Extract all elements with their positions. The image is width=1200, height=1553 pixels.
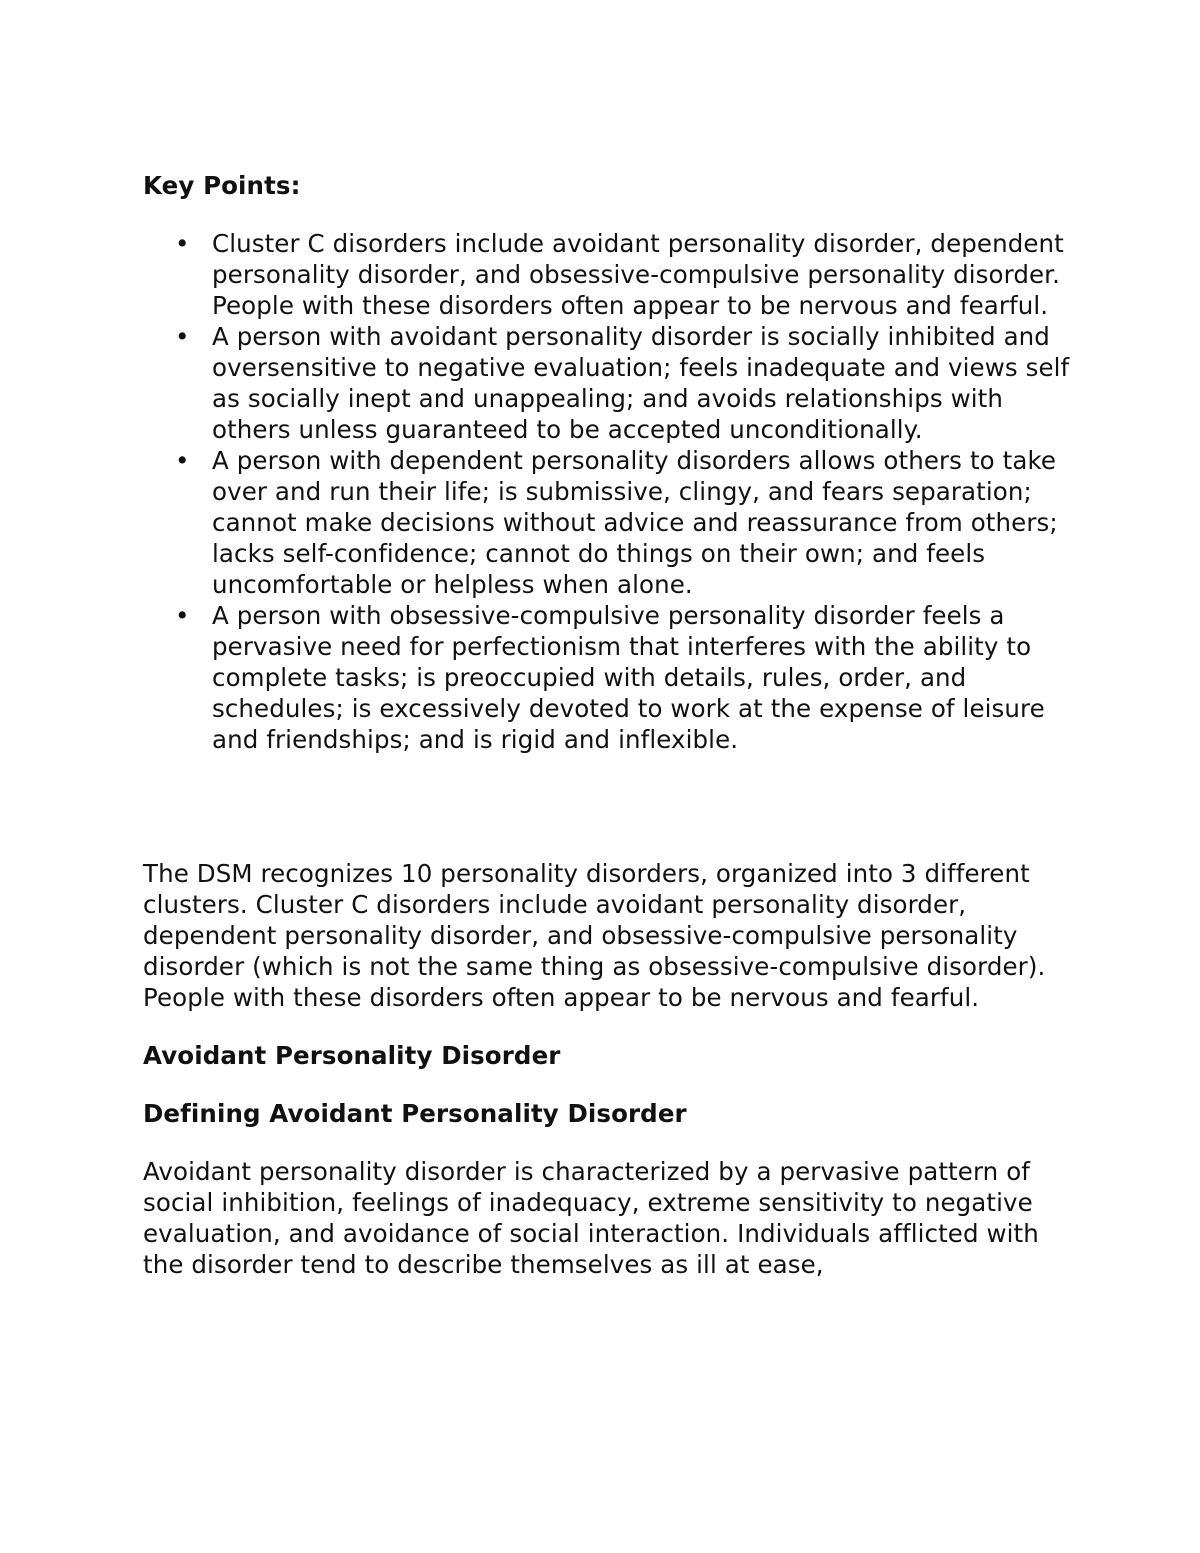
list-item: [143, 321, 1073, 445]
intro-paragraph: The DSM recognizes 10 personality disorders, organized into 3 different clusters. Cluster C disorders include avoidant personality disorder, dependent personality disorder, and obsessive-compulsive personality disorder (which is not the same thing as obsessive-compulsive disorder). People with these disorders often appear to be nervous and fearful.: [143, 859, 1046, 1012]
section-heading: Avoidant Personality Disorder: [143, 1041, 561, 1070]
key-points-heading: Key Points:: [143, 171, 301, 200]
bullet-icon: •: [175, 446, 190, 475]
section-subheading: Defining Avoidant Personality Disorder: [143, 1099, 687, 1128]
list-item: [143, 600, 1073, 755]
list-item-text: A person with obsessive-compulsive personality disorder feels a pervasive need for perfectionism that interferes with the ability to complete tasks; is preoccupied with details, rules, order, and schedules; is excessively devoted to work at the expense of leisure and friendships; and is rigid and inflexible.: [212, 601, 1045, 754]
list-item: [143, 445, 1073, 600]
document-page: [143, 170, 1073, 1280]
bullet-icon: •: [175, 322, 190, 351]
list-item-text: A person with avoidant personality disorder is socially inhibited and oversensitive to negative evaluation; feels inadequate and views self as socially inept and unappealing; and avoids relationships with others unless guaranteed to be accepted unconditionally.: [212, 322, 1070, 444]
definition-paragraph: Avoidant personality disorder is characterized by a pervasive pattern of social inhibition, feelings of inadequacy, extreme sensitivity to negative evaluation, and avoidance of social interaction. Individuals afflicted with the disorder tend to describe themselves as ill at ease,: [143, 1157, 1039, 1279]
list-item-text: Cluster C disorders include avoidant personality disorder, dependent personality disorder, and obsessive-compulsive personality disorder. People with these disorders often appear to be nervous and fearful.: [212, 229, 1064, 320]
key-points-list: [143, 228, 1073, 755]
bullet-icon: •: [175, 229, 190, 258]
list-item-text: A person with dependent personality disorders allows others to take over and run their life; is submissive, clingy, and fears separation; cannot make decisions without advice and reassurance from others; lacks self-confidence; cannot do things on their own; and feels uncomfortable or helpless when alone.: [212, 446, 1058, 599]
list-item: [143, 228, 1073, 321]
bullet-icon: •: [175, 601, 190, 630]
